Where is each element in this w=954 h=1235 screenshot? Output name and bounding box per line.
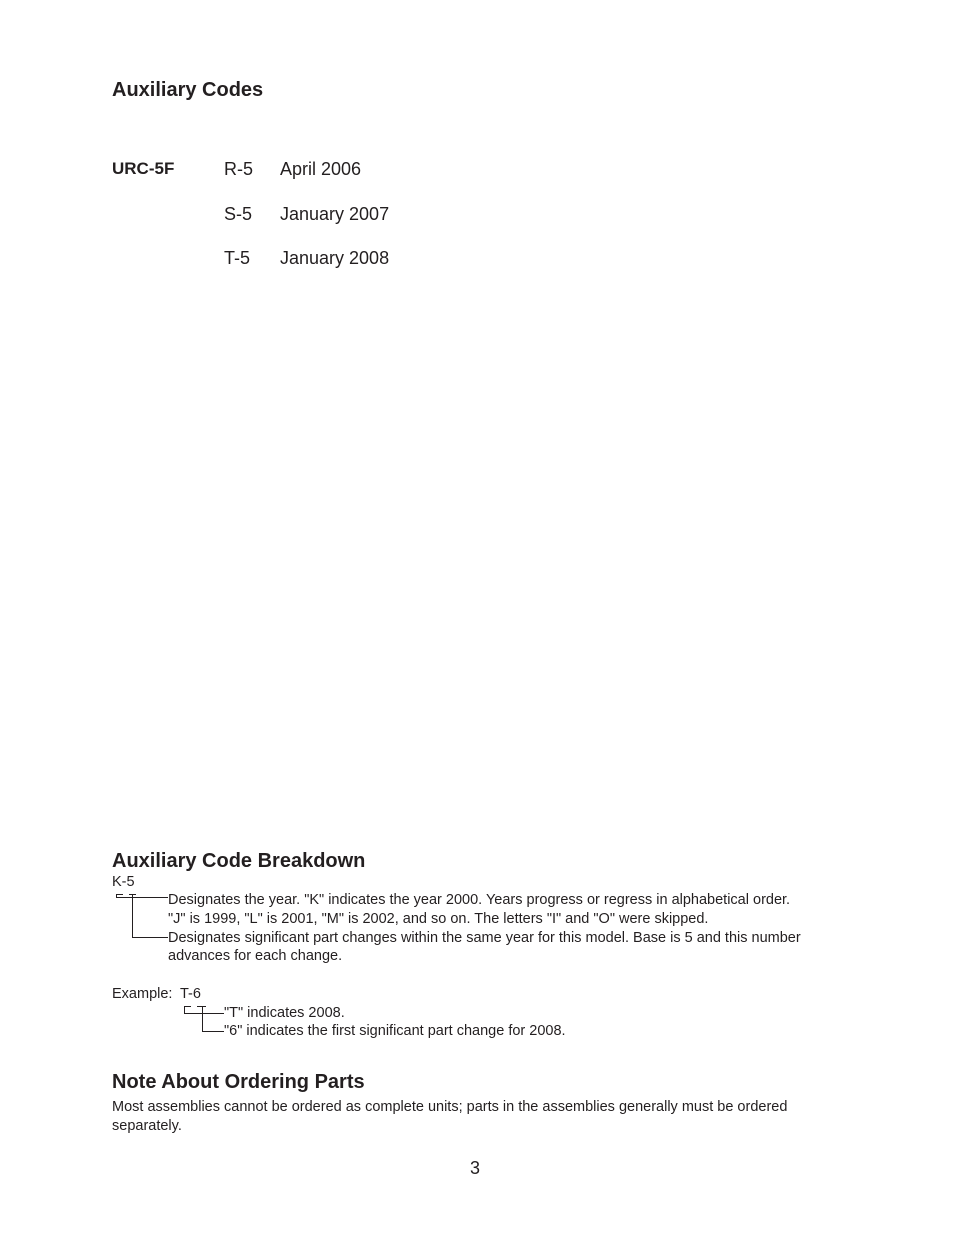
page-number: 3 (470, 1158, 481, 1178)
code-t5: T-5 (224, 248, 251, 268)
change-description-line1: Designates significant part changes within the same year for this model. Base is 5 and this number (168, 930, 801, 946)
example-line1: "T" indicates 2008. (224, 1005, 345, 1021)
example-line2: "6" indicates the first significant part change for 2008. (224, 1023, 566, 1039)
ordering-text-line2: separately. (112, 1118, 182, 1134)
year-description-line1: Designates the year. "K" indicates the year 2000. Years progress or regress in alphabetical order. (168, 892, 791, 908)
change-description-line2: advances for each change. (168, 948, 343, 964)
date-s5: January 2007 (280, 204, 390, 224)
model-label: URC-5F (112, 159, 175, 178)
ordering-heading: Note About Ordering Parts (112, 1071, 365, 1093)
code-r5: R-5 (224, 159, 254, 179)
date-t5: January 2008 (280, 248, 390, 268)
example-label: Example: (112, 986, 173, 1002)
breakdown-code: K-5 (112, 874, 135, 890)
date-r5: April 2006 (280, 159, 362, 179)
year-description-line2: "J" is 1999, "L" is 2001, "M" is 2002, and so on. The letters "I" and "O" were skipped. (168, 911, 709, 927)
ordering-text-line1: Most assemblies cannot be ordered as complete units; parts in the assemblies generally must be ordered (112, 1099, 788, 1115)
example-code: T-6 (180, 986, 201, 1002)
code-s5: S-5 (224, 204, 253, 224)
breakdown-heading: Auxiliary Code Breakdown (112, 850, 366, 872)
aux-codes-heading: Auxiliary Codes (112, 79, 264, 101)
